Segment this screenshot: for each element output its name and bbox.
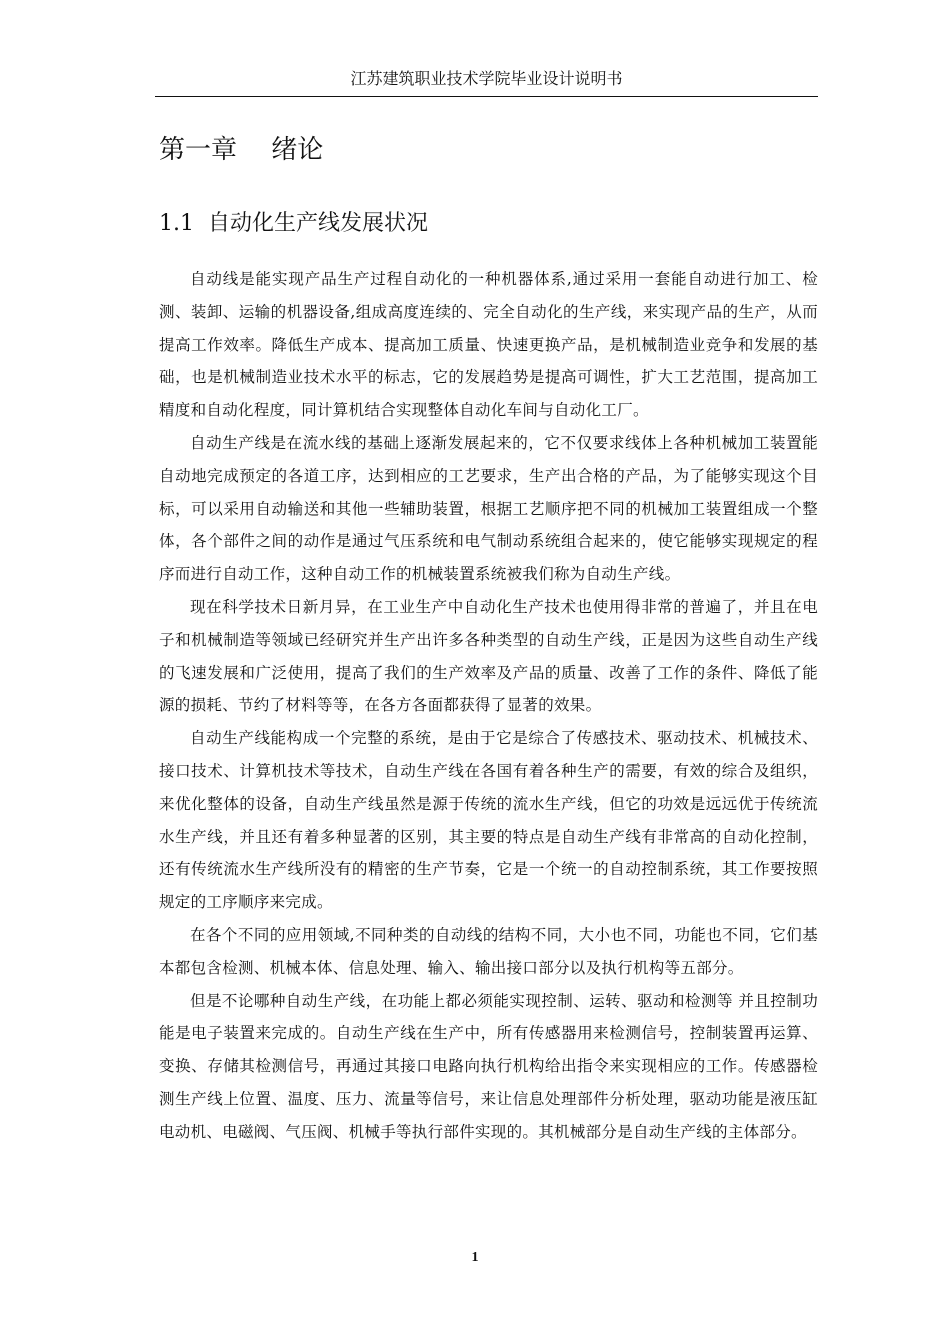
paragraph: 自动生产线是在流水线的基础上逐渐发展起来的，它不仅要求线体上各种机械加工装置能自动地完成预定的各道工序，达到相应的工艺要求，生产出合格的产品，为了能够实现这个目标，可以采用自动输送和其他一些辅助装置，根据工艺顺序把不同的机械加工装置组成一个整体，各个部件之间的动作是通过气压系统和电气制动系统组合起来的，使它能够实现规定的程序而进行自动工作，这种自动工作的机械装置系统被我们称为自动生产线。 [159,433,818,584]
paragraph: 自动线是能实现产品生产过程自动化的一种机器体系,通过采用一套能自动进行加工、检测、装卸、运输的机器设备,组成高度连续的、完全自动化的生产线，来实现产品的生产，从而提高工作效率。降低生产成本、提高加工质量、快速更换产品，是机械制造业竞争和发展的基础，也是机械制造业技术水平的标志，它的发展趋势是提高可调性，扩大工艺范围，提高加工精度和自动化程度，同计算机结合实现整体自动化车间与自动化工厂。 [159,270,818,420]
section-title: 1.1 自动化生产线发展状况 [159,211,428,236]
paragraph: 自动生产线能构成一个完整的系统，是由于它是综合了传感技术、驱动技术、机械技术、接口技术、计算机技术等技术，自动生产线在各国有着各种生产的需要，有效的综合及组织，来优化整体的设备，自动生产线虽然是源于传统的流水生产线，但它的功效是远远优于传统流水生产线，并且还有着多种显著的区别，其主要的特点是自动生产线有非常高的自动化控制，还有传统流水生产线所没有的精密的生产节奏，它是一个统一的自动控制系统，其工作要按照规定的工序顺序来完成。 [159,729,818,912]
chapter-title: 第一章 绪论 [159,135,324,165]
body-text [159,263,818,1149]
paragraph: 在各个不同的应用领域,不同种类的自动线的结构不同，大小也不同，功能也不同，它们基本都包含检测、机械本体、信息处理、输入、输出接口部分以及执行机构等五部分。 [159,925,818,977]
paragraph: 现在科学技术日新月异，在工业生产中自动化生产技术也使用得非常的普遍了，并且在电子和机械制造等领域已经研究并生产出许多各种类型的自动生产线，正是因为这些自动生产线的飞速发展和广泛使用，提高了我们的生产效率及产品的质量、改善了工作的条件、降低了能源的损耗、节约了材料等等，在各方各面都获得了显著的效果。 [159,597,818,715]
page-number: 1 [471,1250,479,1265]
paragraph: 但是不论哪种自动生产线，在功能上都必须能实现控制、运转、驱动和检测等 并且控制功能是电子装置来完成的。自动生产线在生产中，所有传感器用来检测信号，控制装置再运算、变换、存储其检测信号，再通过其接口电路向执行机构给出指令来实现相应的工作。传感器检测生产线上位置、温度、压力、流量等信号，来让信息处理部件分析处理，驱动功能是液压缸电动机、电磁阀、气压阀、机械手等执行部件实现的。其机械部分是自动生产线的主体部分。 [159,991,818,1141]
header-rule [155,96,818,97]
running-header: 江苏建筑职业技术学院毕业设计说明书 [350,69,623,88]
